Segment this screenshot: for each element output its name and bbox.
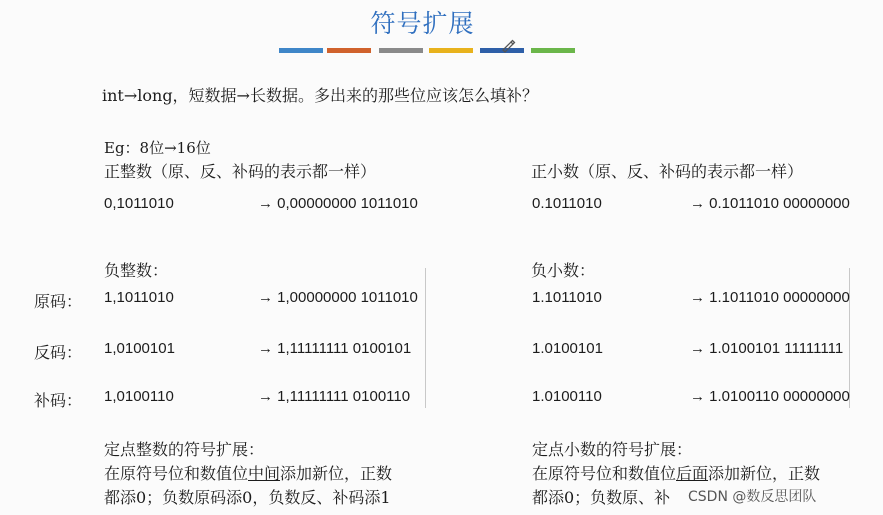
positive-integer-to: → 0,00000000 1011010 (258, 195, 418, 212)
color-bar-1 (279, 48, 323, 53)
ones-complement-fraction-to: → 1.0100101 11111111 (690, 340, 844, 357)
integer-summary-emphasis: 中间 (248, 464, 281, 483)
color-bar-6 (531, 48, 575, 53)
pencil-icon (500, 37, 516, 53)
integer-summary-text-b: 添加新位，正数 (280, 464, 393, 483)
sign-magnitude-integer-to: → 1,00000000 1011010 (258, 289, 418, 306)
fraction-summary-title: 定点小数的符号扩展： (532, 440, 693, 459)
color-bar-4 (429, 48, 473, 53)
slide-title: 符号扩展 (370, 9, 475, 38)
positive-fraction-from: 0.1011010 (532, 195, 602, 212)
row-label-sign-magnitude: 原码： (34, 292, 83, 311)
integer-summary-text-a: 在原符号位和数值位 (104, 464, 249, 483)
positive-fraction-to: → 0.1011010 00000000 (690, 195, 850, 212)
sign-magnitude-fraction-to: → 1.1011010 00000000 (690, 289, 850, 306)
integer-summary-line2: 都添0；负数原码添0，负数反、补码添1 (104, 488, 391, 507)
positive-integer-heading: 正整数（原、反、补码的表示都一样） (104, 162, 377, 181)
sign-magnitude-fraction-from: 1.1011010 (532, 289, 602, 306)
color-bar-2 (327, 48, 371, 53)
watermark: CSDN @数反思团队 (688, 489, 817, 505)
divider-left (425, 268, 426, 408)
integer-summary-title: 定点整数的符号扩展： (104, 440, 265, 459)
fraction-summary-text-a: 在原符号位和数值位 (532, 464, 677, 483)
color-bar-3 (379, 48, 423, 53)
positive-fraction-heading: 正小数（原、反、补码的表示都一样） (531, 162, 804, 181)
fraction-summary-line1 (532, 461, 820, 484)
ones-complement-integer-to: → 1,11111111 0100101 (258, 340, 412, 357)
fraction-summary-text-b: 添加新位，正数 (708, 464, 821, 483)
twos-complement-integer-from: 1,0100110 (104, 388, 174, 405)
negative-integer-heading: 负整数： (104, 261, 169, 280)
integer-summary-line1 (104, 461, 392, 484)
ones-complement-fraction-from: 1.0100101 (532, 340, 603, 357)
row-label-ones-complement: 反码： (34, 343, 83, 362)
fraction-summary-line2: 都添0；负数原、补 (532, 488, 671, 507)
negative-fraction-heading: 负小数： (531, 261, 596, 280)
twos-complement-fraction-from: 1.0100110 (532, 388, 602, 405)
sign-magnitude-integer-from: 1,1011010 (104, 289, 174, 306)
question-text: int→long，短数据→长数据。多出来的那些位应该怎么填补？ (102, 86, 538, 105)
fraction-summary-emphasis: 后面 (676, 464, 709, 483)
example-label: Eg：8位→16位 (104, 139, 211, 157)
ones-complement-integer-from: 1,0100101 (104, 340, 175, 357)
twos-complement-integer-to: → 1,11111111 0100110 (258, 388, 411, 405)
row-label-twos-complement: 补码： (34, 391, 83, 410)
positive-integer-from: 0,1011010 (104, 195, 174, 212)
twos-complement-fraction-to: → 1.0100110 00000000 (690, 388, 850, 405)
